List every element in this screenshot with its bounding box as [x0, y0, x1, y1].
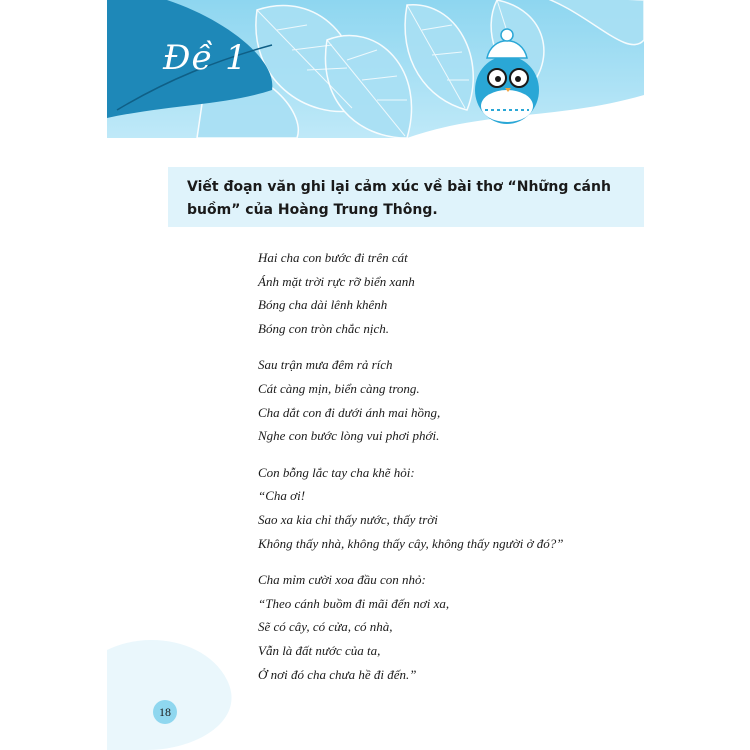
- poem-line: Bóng con tròn chắc nịch.: [258, 320, 390, 336]
- page-number: 18: [153, 700, 177, 724]
- poem-line: Con bỗng lắc tay cha khẽ hỏi:: [258, 464, 415, 480]
- poem-line: Cát càng mịn, biển càng trong.: [258, 380, 420, 396]
- poem: [258, 246, 638, 699]
- poem-line: Ở nơi đó cha chưa hề đi đến.”: [258, 666, 417, 682]
- decorative-blob: [107, 630, 247, 750]
- poem-line: Sẽ có cây, có cửa, có nhà,: [258, 619, 393, 635]
- poem-line: Sau trận mưa đêm rả rích: [258, 357, 393, 373]
- poem-line: Nghe con bước lòng vui phơi phới.: [258, 428, 440, 444]
- poem-stanza: [258, 461, 638, 555]
- poem-stanza: [258, 246, 638, 340]
- poem-stanza: [258, 353, 638, 447]
- prompt-text: Viết đoạn văn ghi lại cảm xúc về bài thơ “Những cánh buồm” của Hoàng Trung Thông.: [187, 179, 611, 218]
- poem-line: “Theo cánh buồm đi mãi đến nơi xa,: [258, 595, 450, 611]
- poem-line: Không thấy nhà, không thấy cây, không thấy người ở đó?”: [258, 535, 564, 551]
- poem-line: Vẫn là đất nước của ta,: [258, 642, 381, 658]
- book-page: [107, 0, 644, 750]
- poem-line: Bóng cha dài lênh khênh: [258, 297, 388, 313]
- poem-line: Cha mỉm cười xoa đầu con nhỏ:: [258, 572, 426, 588]
- poem-stanza: [258, 568, 638, 686]
- poem-line: Ánh mặt trời rực rỡ biển xanh: [258, 273, 415, 289]
- poem-line: “Cha ơi!: [258, 488, 306, 504]
- poem-line: Hai cha con bước đi trên cát: [258, 250, 408, 265]
- chapter-title: Đề 1: [163, 38, 248, 78]
- chapter-banner: [107, 0, 644, 138]
- poem-line: Sao xa kia chỉ thấy nước, thấy trời: [258, 511, 438, 527]
- poem-line: Cha dắt con đi dưới ánh mai hồng,: [258, 404, 441, 420]
